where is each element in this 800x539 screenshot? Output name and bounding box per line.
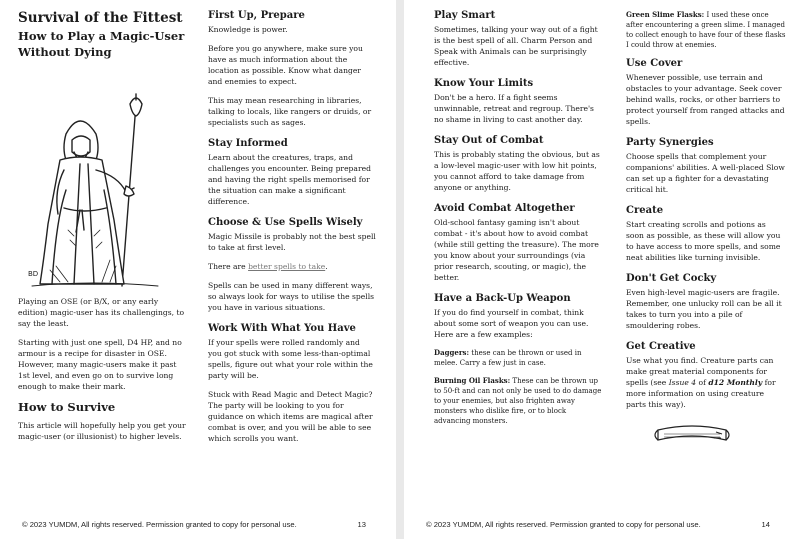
oil-flasks-label: Burning Oil Flasks:	[434, 376, 511, 385]
create-heading: Create	[626, 205, 664, 216]
right-column	[626, 10, 786, 450]
right-column	[208, 10, 376, 454]
article-subtitle-line1: How to Play a Magic-User	[18, 29, 185, 43]
how-to-survive-heading: How to Survive	[18, 400, 116, 414]
party-synergies-heading: Party Synergies	[626, 137, 714, 148]
article-title: Survival of the Fittest	[18, 10, 183, 26]
know-limits-heading: Know Your Limits	[434, 78, 534, 89]
page-13-footer	[22, 520, 366, 529]
choose-spells-p2-pre: There are	[208, 262, 249, 271]
page-number: 14	[761, 520, 770, 529]
avoid-combat-paragraph: Old-school fantasy gaming isn't about combat - it's about how to avoid combat (while still getting the treasure). The more you know about your surroundings (via prior research, scouting, or magic), the better.	[434, 218, 599, 282]
play-smart-paragraph: Sometimes, talking your way out of a fight is the best spell of all. Charm Person and Speak with Animals can be surprisingly effective.	[434, 25, 598, 67]
oil-flasks-text: These can be thrown up to 50-ft and can not only be used to do damage to your enemies, but also frighten away monsters who dislike fire, or to block advancing monsters.	[434, 377, 602, 425]
daggers-text: these can be thrown or used in melee. Carry a few just in case.	[434, 349, 582, 367]
choose-spells-heading: Choose & Use Spells Wisely	[208, 217, 363, 228]
scroll-ornament	[652, 420, 732, 450]
copyright-text: © 2023 YUMDM, All rights reserved. Permission granted to copy for personal use.	[426, 520, 701, 529]
play-smart-heading: Play Smart	[434, 10, 496, 21]
stay-informed-heading: Stay Informed	[208, 138, 288, 149]
choose-spells-p2-post: .	[325, 262, 328, 271]
use-cover-heading: Use Cover	[626, 58, 683, 69]
intro-paragraph-1: Playing an OSE (or B/X, or any early edition) magic-user has its challengings, to say the least.	[18, 297, 185, 328]
wizard-illustration	[20, 90, 170, 290]
get-creative-pre: Use what you find. Creature parts can make great material components for spells (see	[626, 356, 774, 387]
dont-get-cocky-heading: Don't Get Cocky	[626, 273, 717, 284]
slime-flasks-label: Green Slime Flasks:	[626, 10, 705, 19]
magazine-title: d12 Monthly	[708, 378, 763, 387]
svg-text:BD: BD	[28, 270, 39, 278]
stay-out-heading: Stay Out of Combat	[434, 135, 544, 146]
page-14	[404, 0, 800, 539]
left-column-text	[18, 296, 186, 450]
how-to-survive-paragraph: This article will hopefully help you get your magic-user (or illusionist) to higher levels.	[18, 421, 186, 441]
backup-weapon-heading: Have a Back-Up Weapon	[434, 293, 571, 304]
issue-reference: Issue 4	[668, 378, 697, 387]
create-paragraph: Start creating scrolls and potions as soon as possible, as these will allow you to have access to more spells, and some neat abilities like turning invisible.	[626, 220, 781, 262]
first-up-paragraph-1: Knowledge is power.	[208, 25, 288, 34]
choose-spells-paragraph-1: Magic Missile is probably not the best spell to take at first level.	[208, 232, 376, 252]
party-synergies-paragraph: Choose spells that complement your companions' abilities. A well-placed Slow can set up a fighter for a devastating critical hit.	[626, 152, 785, 194]
dont-get-cocky-paragraph: Even high-level magic-users are fragile. Remember, one unlucky roll can be all it takes to turn you into a pile of smouldering robes.	[626, 288, 782, 330]
backup-weapon-paragraph: If you do find yourself in combat, think about some sort of weapon you can use. Here are a few examples:	[434, 308, 589, 339]
stay-informed-paragraph: Learn about the creatures, traps, and challenges you encounter. Being prepared and having the right spells memorised for the situation can make a significant difference.	[208, 153, 371, 206]
slime-flasks-text: I used these once after encountering a green slime. I managed to collect enough to have four of these flasks I could throw at enemies.	[626, 11, 786, 49]
choose-spells-paragraph-2	[208, 261, 376, 272]
get-creative-of: of	[696, 378, 709, 387]
left-column	[434, 10, 604, 436]
first-up-paragraph-3: This may mean researching in libraries, talking to locals, like rangers or druids, or specialists such as sages.	[208, 96, 372, 127]
daggers-label: Daggers:	[434, 348, 470, 357]
get-creative-heading: Get Creative	[626, 341, 696, 352]
stay-out-paragraph: This is probably stating the obvious, but as a low-level magic-user with low hit points, you cannot afford to take damage from anyone or anything.	[434, 150, 600, 192]
know-limits-paragraph: Don't be a hero. If a fight seems unwinnable, retreat and regroup. There's no shame in living to cast another day.	[434, 93, 594, 124]
page-13	[0, 0, 396, 539]
first-up-paragraph-2: Before you go anywhere, make sure you have as much information about the location as possible. Know what danger and enemies to expect.	[208, 44, 363, 86]
choose-spells-paragraph-3: Spells can be used in many different ways, so always look for ways to utilise the spells you have in various situations.	[208, 281, 375, 312]
first-up-heading: First Up, Prepare	[208, 10, 305, 21]
get-creative-post: for more information on using creature parts this way).	[626, 378, 776, 409]
avoid-combat-heading: Avoid Combat Altogether	[434, 203, 575, 214]
work-with-heading: Work With What You Have	[208, 323, 356, 334]
page-number: 13	[357, 520, 366, 529]
get-creative-paragraph	[626, 355, 786, 410]
intro-paragraph-2: Starting with just one spell, D4 HP, and no armour is a recipe for disaster in OSE. However, many magic-users make it past 1st level, and even go on to survive long enough to make their mark.	[18, 338, 182, 391]
work-with-paragraph-1: If your spells were rolled randomly and you got stuck with some less-than-optimal spells, figure out what your role within the party will be.	[208, 338, 373, 380]
oil-flasks-paragraph	[434, 376, 604, 426]
left-column	[18, 10, 186, 60]
work-with-paragraph-2: Stuck with Read Magic and Detect Magic? The party will be looking to you for guidance on which items are magical after combat is over, and you will be able to see which scrolls you want.	[208, 390, 373, 443]
better-spells-link[interactable]: better spells to take	[248, 262, 326, 271]
use-cover-paragraph: Whenever possible, use terrain and obstacles to your advantage. Seek cover behind walls, rocks, or other barriers to protect yourself from ranged attacks and spells.	[626, 73, 785, 126]
daggers-paragraph	[434, 348, 604, 368]
page-14-footer	[426, 520, 770, 529]
slime-flasks-paragraph	[626, 10, 786, 50]
article-subtitle-line2: Without Dying	[18, 45, 112, 59]
copyright-text: © 2023 YUMDM, All rights reserved. Permission granted to copy for personal use.	[22, 520, 297, 529]
